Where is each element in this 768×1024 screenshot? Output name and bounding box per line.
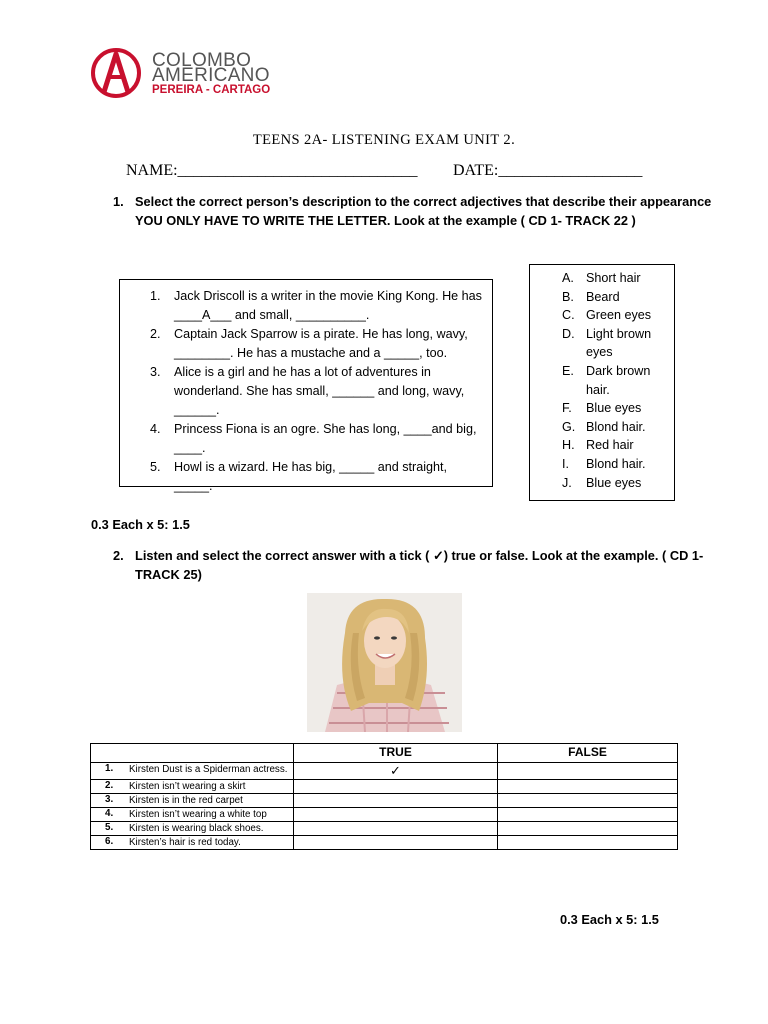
true-cell[interactable] (294, 808, 498, 822)
option-item (530, 474, 674, 493)
statement-text: Kirsten is wearing black shoes. (129, 823, 264, 834)
sentence-number: 2. (150, 327, 161, 341)
option-item (530, 436, 674, 455)
sentence-number: 4. (150, 422, 161, 436)
name-field[interactable]: NAME:______________________________ (126, 162, 418, 179)
statement-text: Kirsten Dust is a Spiderman actress. (129, 764, 288, 775)
statement-number: 5. (105, 822, 114, 833)
table-row (91, 794, 678, 808)
option-text: Dark brown hair. (586, 363, 651, 397)
logo-subtitle: PEREIRA - CARTAGO (152, 84, 271, 96)
sentence-item (120, 458, 484, 496)
statement-number: 2. (105, 780, 114, 791)
option-letter: C. (562, 308, 575, 323)
option-text: Short hair (586, 271, 641, 285)
true-cell[interactable] (294, 780, 498, 794)
true-cell[interactable] (294, 836, 498, 850)
statement-text: Kirsten is in the red carpet (129, 795, 243, 806)
option-letter: F. (562, 401, 572, 416)
option-item (530, 306, 674, 325)
table-row (91, 836, 678, 850)
option-item (530, 399, 674, 418)
header-blank (91, 744, 294, 763)
statement-cell (91, 763, 294, 780)
kirsten-photo (307, 593, 462, 732)
option-item (530, 455, 674, 474)
option-text: Blue eyes (586, 475, 642, 490)
header-true: TRUE (294, 744, 498, 763)
option-letter: H. (562, 438, 575, 453)
option-item (530, 269, 674, 288)
statement-text: Kirsten isn’t wearing a white top (129, 809, 267, 820)
q1-instructions (135, 192, 735, 230)
false-cell[interactable] (498, 808, 678, 822)
option-text: Beard (586, 289, 620, 304)
sentence-number: 5. (150, 460, 161, 474)
option-text: Light brown eyes (586, 326, 652, 360)
statement-number: 6. (105, 836, 114, 847)
sentence-text: Captain Jack Sparrow is a pirate. He has long, wavy, ________. He has a mustache and a _____, too. (174, 327, 468, 360)
q1-line2: YOU ONLY HAVE TO WRITE THE LETTER. Look at the example ( CD 1- TRACK 22 ) (135, 213, 636, 228)
exam-title: TEENS 2A- LISTENING EXAM UNIT 2. (252, 132, 516, 148)
option-letter: E. (562, 363, 574, 378)
sentence-item (120, 420, 484, 458)
q2-number: 2. (113, 548, 124, 563)
statement-text: Kirsten’s hair is red today. (129, 837, 241, 848)
score-q1: 0.3 Each x 5: 1.5 (91, 517, 190, 532)
logo-line2: AMERICANO (152, 65, 270, 86)
statement-cell (91, 808, 294, 822)
false-cell[interactable] (498, 780, 678, 794)
false-cell[interactable] (498, 822, 678, 836)
header-false: FALSE (498, 744, 678, 763)
q2-instructions (135, 546, 735, 584)
option-text: Red hair (586, 438, 634, 453)
option-text: Green eyes (586, 308, 652, 323)
colombo-americano-logo-icon (90, 42, 142, 102)
statement-number: 3. (105, 794, 114, 805)
option-letter: J. (562, 475, 572, 490)
sentence-item (120, 363, 484, 420)
sentence-number: 1. (150, 289, 161, 303)
date-field[interactable]: DATE:__________________ (453, 162, 643, 179)
option-letter: I. (562, 456, 569, 471)
true-cell[interactable] (294, 822, 498, 836)
option-letter: D. (562, 326, 575, 341)
statement-cell (91, 836, 294, 850)
option-text: Blond hair. (586, 456, 646, 471)
option-text: Blond hair. (586, 419, 646, 434)
q2-line2: TRACK 25) (135, 567, 202, 582)
q1-line1: Select the correct person’s description to the correct adjectives that describe their appearance (135, 194, 712, 209)
true-cell[interactable] (294, 794, 498, 808)
statement-text: Kirsten isn’t wearing a skirt (129, 781, 246, 792)
table-header-row (91, 744, 678, 763)
logo-line1: COLOMBO (152, 50, 252, 71)
statement-cell (91, 822, 294, 836)
option-letter: G. (562, 419, 576, 434)
sentence-text: Princess Fiona is an ogre. She has long, ____and big, ____. (174, 422, 477, 455)
false-cell[interactable] (498, 836, 678, 850)
options-box (529, 264, 675, 501)
option-letter: A. (562, 271, 574, 285)
true-false-table (90, 743, 678, 850)
option-item (530, 418, 674, 437)
statement-cell (91, 780, 294, 794)
sentences-box (119, 279, 493, 493)
sentence-item (120, 325, 484, 363)
option-item (530, 325, 674, 362)
sentence-text: Howl is a wizard. He has big, _____ and straight, _____. (174, 460, 448, 493)
table-row (91, 822, 678, 836)
statement-number: 1. (105, 763, 114, 774)
q2-line1: Listen and select the correct answer with a tick ( ✓) true or false. Look at the example. ( CD 1- (135, 548, 704, 563)
option-text: Blue eyes (586, 401, 642, 416)
sentence-item (120, 287, 484, 325)
option-item (530, 362, 674, 399)
option-item (530, 288, 674, 307)
false-cell[interactable] (498, 794, 678, 808)
true-cell[interactable]: ✓ (294, 763, 498, 780)
q1-number: 1. (113, 194, 124, 209)
table-row (91, 780, 678, 794)
score-q2: 0.3 Each x 5: 1.5 (560, 912, 659, 927)
sentence-text: Jack Driscoll is a writer in the movie King Kong. He has ____A___ and small, __________. (174, 289, 482, 322)
table-row (91, 808, 678, 822)
false-cell[interactable] (498, 763, 678, 780)
option-letter: B. (562, 289, 574, 304)
statement-cell (91, 794, 294, 808)
sentence-text: Alice is a girl and he has a lot of adventures in wonderland. She has small, ______ and long, wavy, ______. (174, 365, 465, 417)
statement-number: 4. (105, 808, 114, 819)
portrait-image (307, 593, 462, 732)
table-row (91, 763, 678, 780)
sentence-number: 3. (150, 365, 161, 379)
